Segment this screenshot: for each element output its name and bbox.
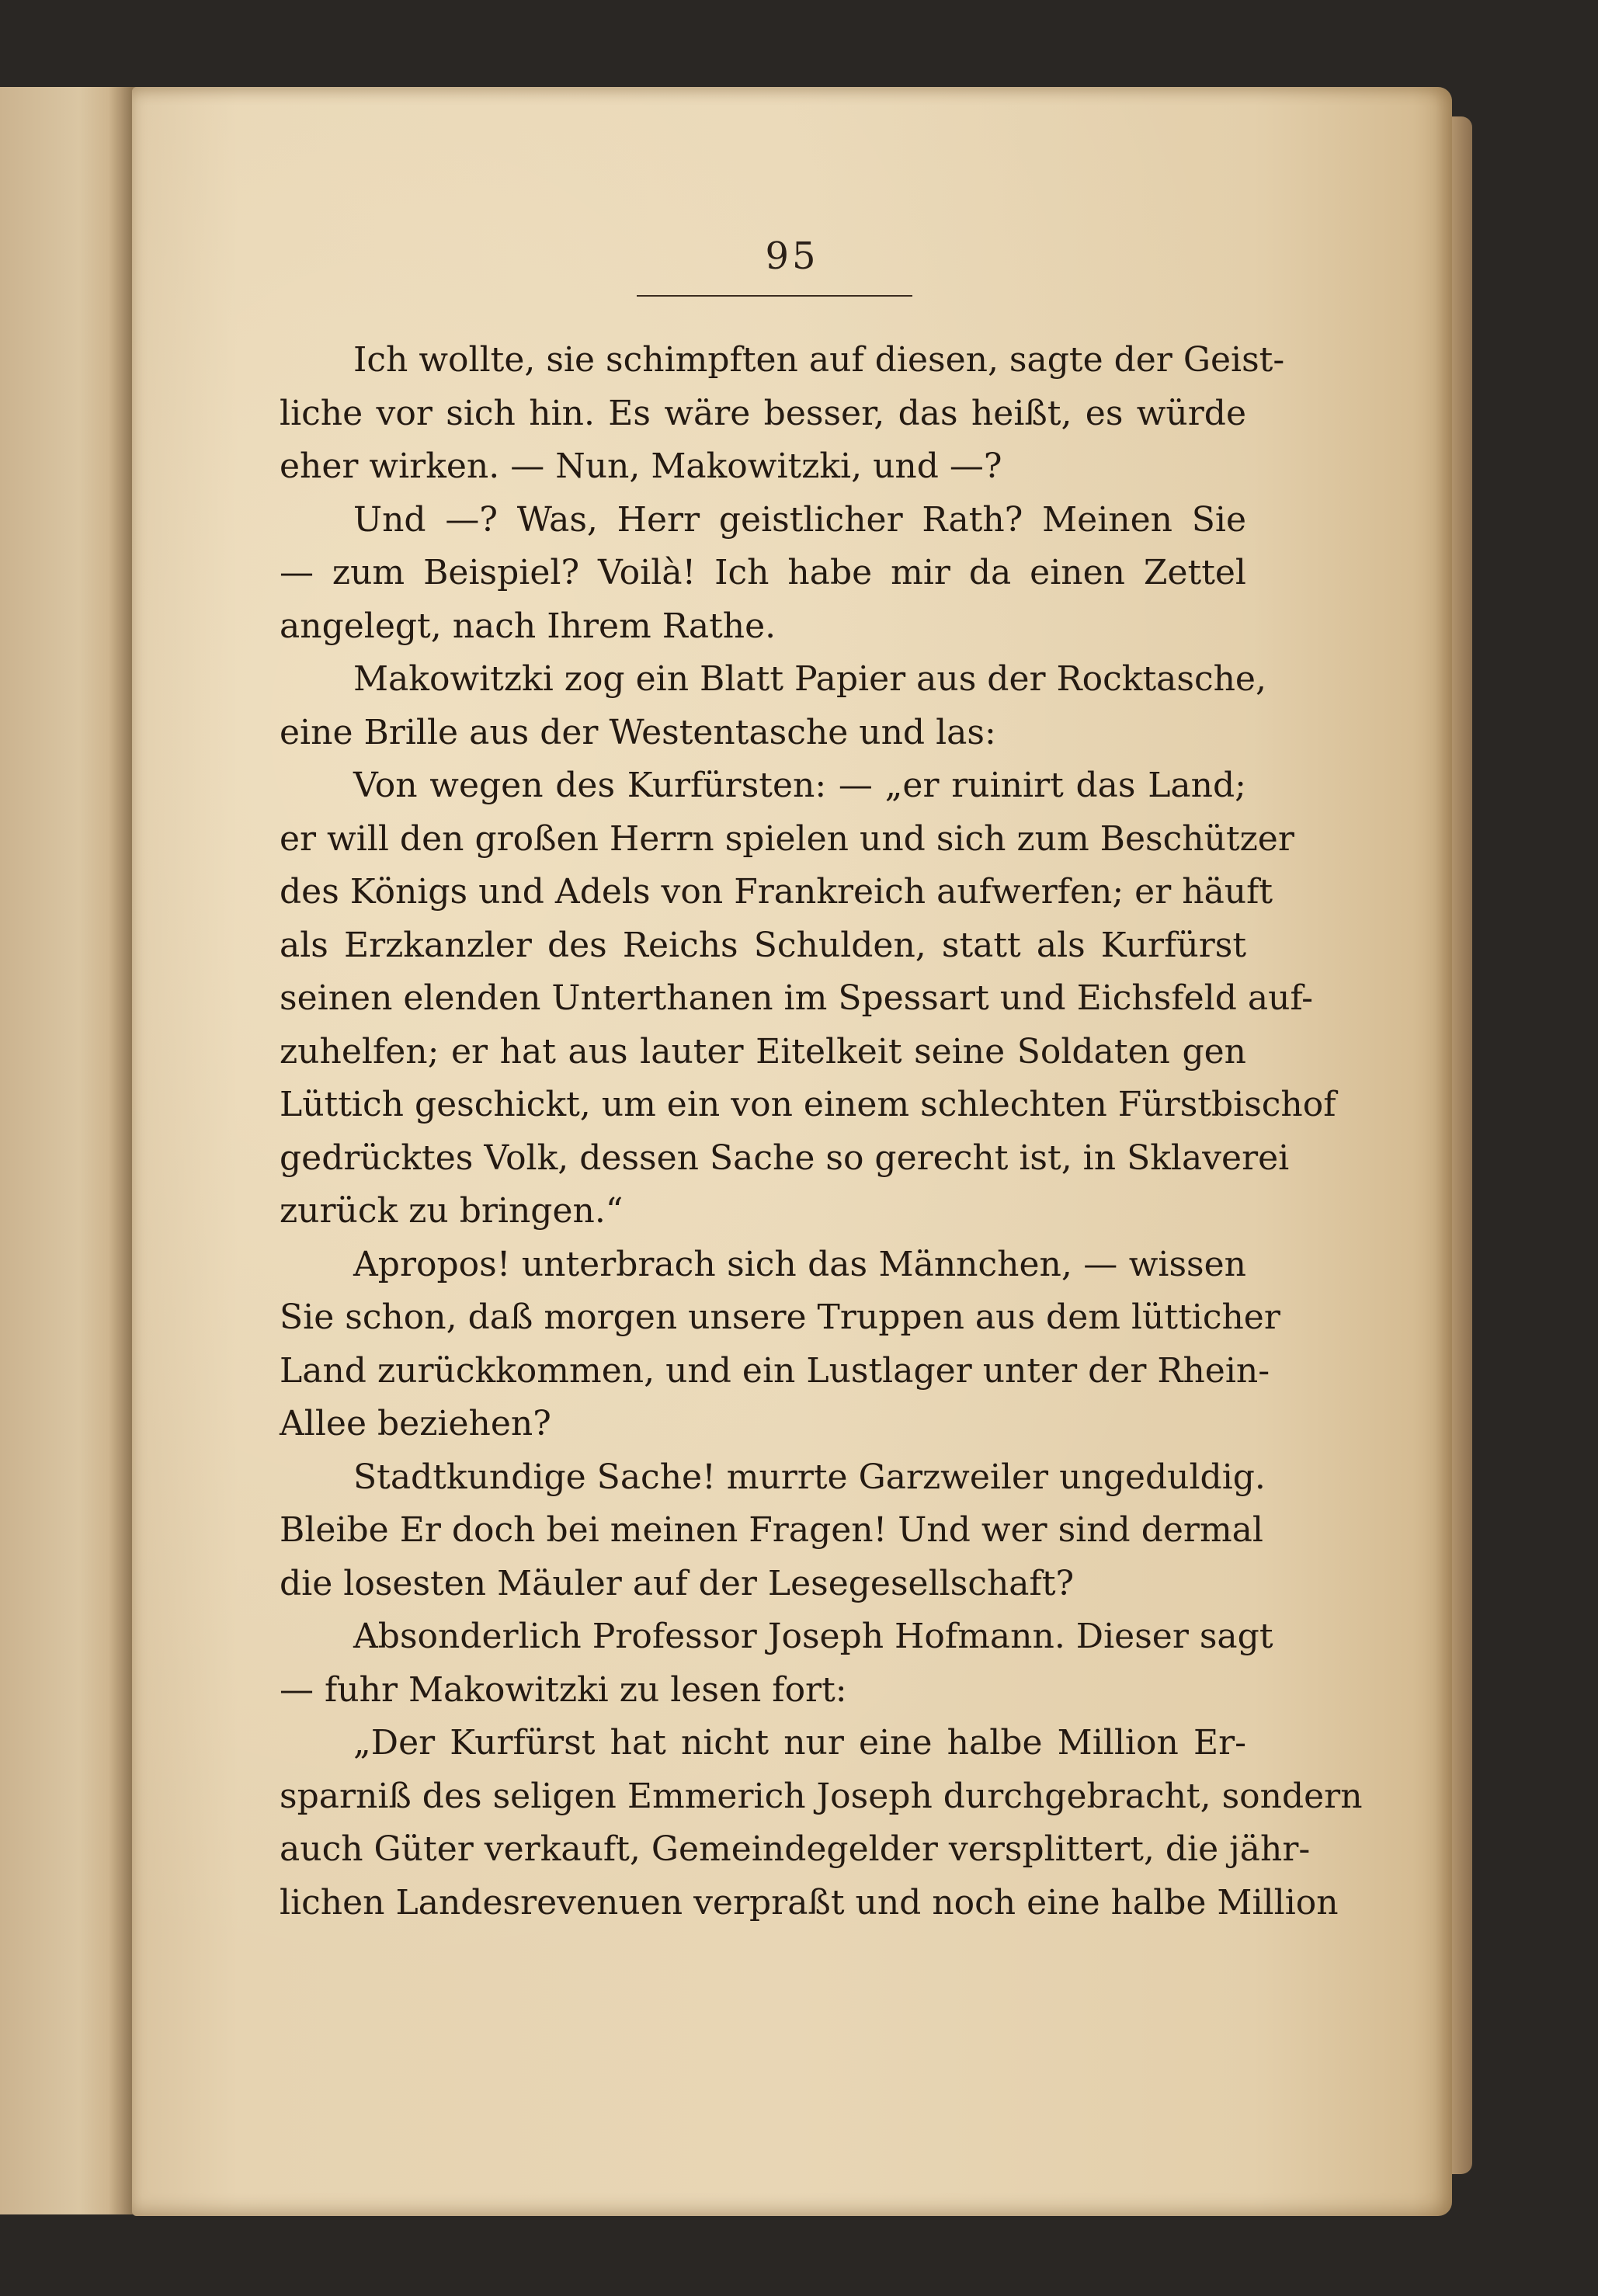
text-line: die losesten Mäuler auf der Lesegesellschaft? [280, 1563, 1075, 1603]
text-line: Makowitzki zog ein Blatt Papier aus der Rocktasche, [353, 659, 1266, 699]
page-number: 95 [765, 234, 819, 278]
header-rule [637, 295, 912, 297]
text-line: zurück zu bringen.“ [280, 1191, 624, 1231]
text-line: seinen elenden Unterthanen im Spessart und Eichsfeld auf- [280, 978, 1314, 1018]
page-body-text [280, 334, 1363, 1930]
text-line: er will den großen Herrn spielen und sich zum Beschützer [280, 818, 1294, 859]
text-line: als Erzkanzler des Reichs Schulden, statt als Kurfürst [280, 925, 1246, 965]
text-line: Sie schon, daß morgen unsere Truppen aus dem lütticher [280, 1297, 1280, 1337]
text-line: des Königs und Adels von Frankreich aufwerfen; er häuft [280, 872, 1273, 912]
text-line: lichen Landesrevenuen verpraßt und noch eine halbe Million [280, 1882, 1339, 1923]
text-line: eine Brille aus der Westentasche und las: [280, 712, 996, 752]
text-line: Absonderlich Professor Joseph Hofmann. Dieser sagt [353, 1617, 1273, 1656]
text-line: Von wegen des Kurfürsten: — „er ruinirt das Land; [353, 766, 1246, 805]
text-line: Land zurückkommen, und ein Lustlager unter der Rhein- [280, 1350, 1270, 1391]
text-line: sparniß des seligen Emmerich Joseph durchgebracht, sondern [280, 1776, 1363, 1816]
text-line: — zum Beispiel? Voilà! Ich habe mir da einen Zettel [280, 553, 1246, 592]
book-page [132, 87, 1452, 2216]
text-line: — fuhr Makowitzki zu lesen fort: [280, 1669, 847, 1710]
text-line: Stadtkundige Sache! murrte Garzweiler ungeduldig. [353, 1457, 1266, 1497]
text-line: auch Güter verkauft, Gemeindegelder versplittert, die jähr- [280, 1829, 1311, 1869]
text-line: eher wirken. — Nun, Makowitzki, und —? [280, 446, 1002, 486]
text-line: Bleibe Er doch bei meinen Fragen! Und wer sind dermal [280, 1510, 1263, 1550]
text-line: „Der Kurfürst hat nicht nur eine halbe Million Er- [353, 1723, 1246, 1763]
text-line: Ich wollte, sie schimpften auf diesen, sagte der Geist- [353, 340, 1285, 380]
text-line: Apropos! unterbrach sich das Männchen, — wissen [353, 1244, 1246, 1284]
text-line: liche vor sich hin. Es wäre besser, das heißt, es würde [280, 393, 1246, 433]
text-line: Allee beziehen? [280, 1404, 551, 1443]
text-line: zuhelfen; er hat aus lauter Eitelkeit seine Soldaten gen [280, 1031, 1246, 1072]
text-line: gedrücktes Volk, dessen Sache so gerecht ist, in Sklaverei [280, 1138, 1290, 1178]
text-line: angelegt, nach Ihrem Rathe. [280, 606, 776, 646]
text-line: Und —? Was, Herr geistlicher Rath? Meinen Sie [353, 499, 1246, 540]
text-line: Lüttich geschickt, um ein von einem schlechten Fürstbischof [280, 1085, 1336, 1124]
